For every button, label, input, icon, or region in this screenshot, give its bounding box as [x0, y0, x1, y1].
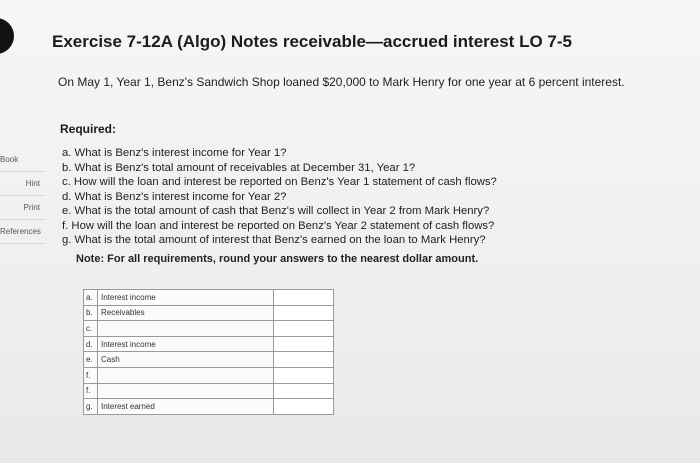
row-letter: b. [84, 305, 98, 321]
question-g: g. What is the total amount of interest that Benz's earned on the loan to Mark Henry? [62, 234, 486, 246]
answer-input-f1[interactable] [274, 368, 333, 383]
table-row [84, 321, 334, 337]
row-letter: d. [84, 336, 98, 352]
table-row [84, 290, 334, 306]
answer-input-cell[interactable] [274, 305, 334, 321]
answer-input-cell[interactable] [274, 352, 334, 368]
answer-input-c[interactable] [274, 321, 333, 336]
row-label: Interest income [98, 290, 274, 306]
answer-input-b[interactable] [274, 306, 333, 321]
row-letter: f. [84, 383, 98, 399]
page-title: Exercise 7-12A (Algo) Notes receivable—accrued interest LO 7-5 [52, 32, 572, 51]
answer-table [83, 289, 334, 415]
sidebar-item-references[interactable]: References [0, 220, 44, 244]
row-label [98, 321, 274, 337]
table-row [84, 336, 334, 352]
sidebar-item-book[interactable]: Book [0, 148, 44, 172]
row-letter: c. [84, 321, 98, 337]
table-row [84, 305, 334, 321]
answer-input-cell[interactable] [274, 399, 334, 415]
row-label [98, 367, 274, 383]
problem-intro: On May 1, Year 1, Benz's Sandwich Shop loaned $20,000 to Mark Henry for one year at 6 percent interest. [58, 75, 625, 89]
table-row [84, 352, 334, 368]
row-label [98, 383, 274, 399]
required-label: Required: [60, 122, 117, 136]
question-a: a. What is Benz's interest income for Year 1? [62, 147, 287, 159]
question-b: b. What is Benz's total amount of receivables at December 31, Year 1? [62, 161, 416, 174]
answer-input-d[interactable] [274, 337, 333, 352]
sidebar [0, 148, 44, 244]
answer-input-cell[interactable] [274, 290, 334, 306]
table-row [84, 383, 334, 399]
sidebar-item-hint[interactable]: Hint [0, 172, 44, 196]
answer-input-cell[interactable] [274, 383, 334, 399]
question-list [62, 146, 497, 248]
answer-input-g[interactable] [274, 399, 333, 414]
answer-input-cell[interactable] [274, 321, 334, 337]
rounding-note: Note: For all requirements, round your answers to the nearest dollar amount. [76, 253, 479, 265]
row-label: Cash [98, 352, 274, 368]
row-label: Interest earned [98, 399, 274, 415]
question-e: e. What is the total amount of cash that Benz's will collect in Year 2 from Mark Henry? [62, 205, 490, 217]
row-letter: g. [84, 399, 98, 415]
question-c: c. How will the loan and interest be reported on Benz's Year 1 statement of cash flows? [62, 176, 497, 188]
row-label: Receivables [98, 305, 274, 321]
answer-input-f2[interactable] [274, 384, 333, 399]
table-row [84, 367, 334, 383]
nav-circle-icon[interactable] [0, 18, 14, 54]
answer-input-a[interactable] [274, 290, 333, 305]
answer-input-cell[interactable] [274, 367, 334, 383]
row-letter: f. [84, 367, 98, 383]
answer-input-e[interactable] [274, 352, 333, 367]
question-d: d. What is Benz's interest income for Year 2? [62, 190, 287, 203]
sidebar-item-print[interactable]: Print [0, 196, 44, 220]
question-f: f. How will the loan and interest be reported on Benz's Year 2 statement of cash flows? [62, 219, 495, 232]
row-letter: a. [84, 290, 98, 306]
table-row [84, 399, 334, 415]
row-letter: e. [84, 352, 98, 368]
answer-input-cell[interactable] [274, 336, 334, 352]
row-label: Interest income [98, 336, 274, 352]
